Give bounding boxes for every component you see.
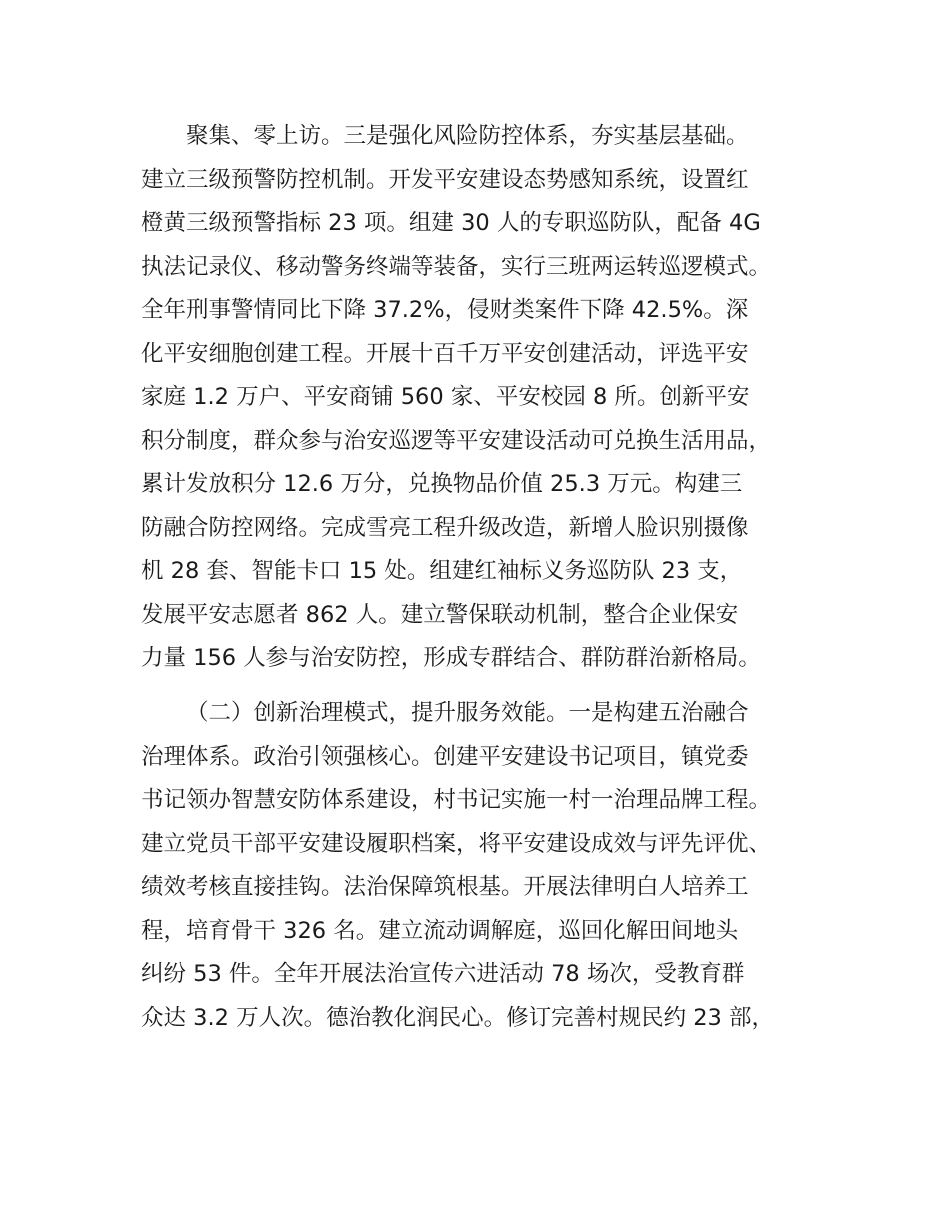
text-line: 纠纷 53 件。全年开展法治宣传六进活动 78 场次，受教育群	[141, 961, 745, 987]
paragraph-1	[141, 115, 841, 681]
text-line: 橙黄三级预警指标 23 项。组建 30 人的专职巡防队，配备 4G	[141, 210, 761, 236]
text-line: 全年刑事警情同比下降 37.2%，侵财类案件下降 42.5%。深	[141, 297, 749, 323]
text-line: 防融合防控网络。完成雪亮工程升级改造，新增人脸识别摄像	[141, 514, 749, 541]
text-line: 执法记录仪、移动警务终端等装备，实行三班两运转巡逻模式。	[141, 253, 772, 280]
text-line: 程，培育骨干 326 名。建立流动调解庭，巡回化解田间地头	[141, 917, 739, 944]
text-line: （二）创新治理模式，提升服务效能。一是构建五治融合	[186, 700, 749, 726]
text-line: 众达 3.2 万人次。德治教化润民心。修订完善村规民约 23 部，	[141, 1004, 775, 1031]
text-line: 建立党员干部平安建设履职档案，将平安建设成效与评先评优、	[141, 830, 772, 857]
text-line: 发展平安志愿者 862 人。建立警保联动机制，整合企业保安	[141, 601, 739, 628]
text-line: 绩效考核直接挂钩。法治保障筑根基。开展法律明白人培养工	[141, 874, 749, 900]
text-line: 书记领办智慧安防体系建设，村书记实施一村一治理品牌工程。	[141, 787, 772, 813]
text-line: 力量 156 人参与治安防控，形成专群结合、群防群治新格局。	[141, 645, 761, 671]
text-line: 家庭 1.2 万户、平安商铺 560 家、平安校园 8 所。创新平安	[141, 384, 750, 410]
text-line: 化平安细胞创建工程。开展十百千万平安创建活动，评选平安	[141, 340, 749, 367]
text-line: 积分制度，群众参与治安巡逻等平安建设活动可兑换生活用品，	[141, 427, 772, 454]
text-line: 累计发放积分 12.6 万分，兑换物品价值 25.3 万元。构建三	[141, 471, 743, 497]
text-line: 建立三级预警防控机制。开发平安建设态势感知系统，设置红	[141, 166, 749, 193]
text-line: 治理体系。政治引领强核心。创建平安建设书记项目，镇党委	[141, 743, 749, 770]
text-line: 聚集、零上访。三是强化风险防控体系，夯实基层基础。	[186, 123, 749, 149]
paragraph-2	[141, 692, 841, 1040]
text-line: 机 28 套、智能卡口 15 处。组建红袖标义务巡防队 23 支，	[141, 558, 743, 584]
